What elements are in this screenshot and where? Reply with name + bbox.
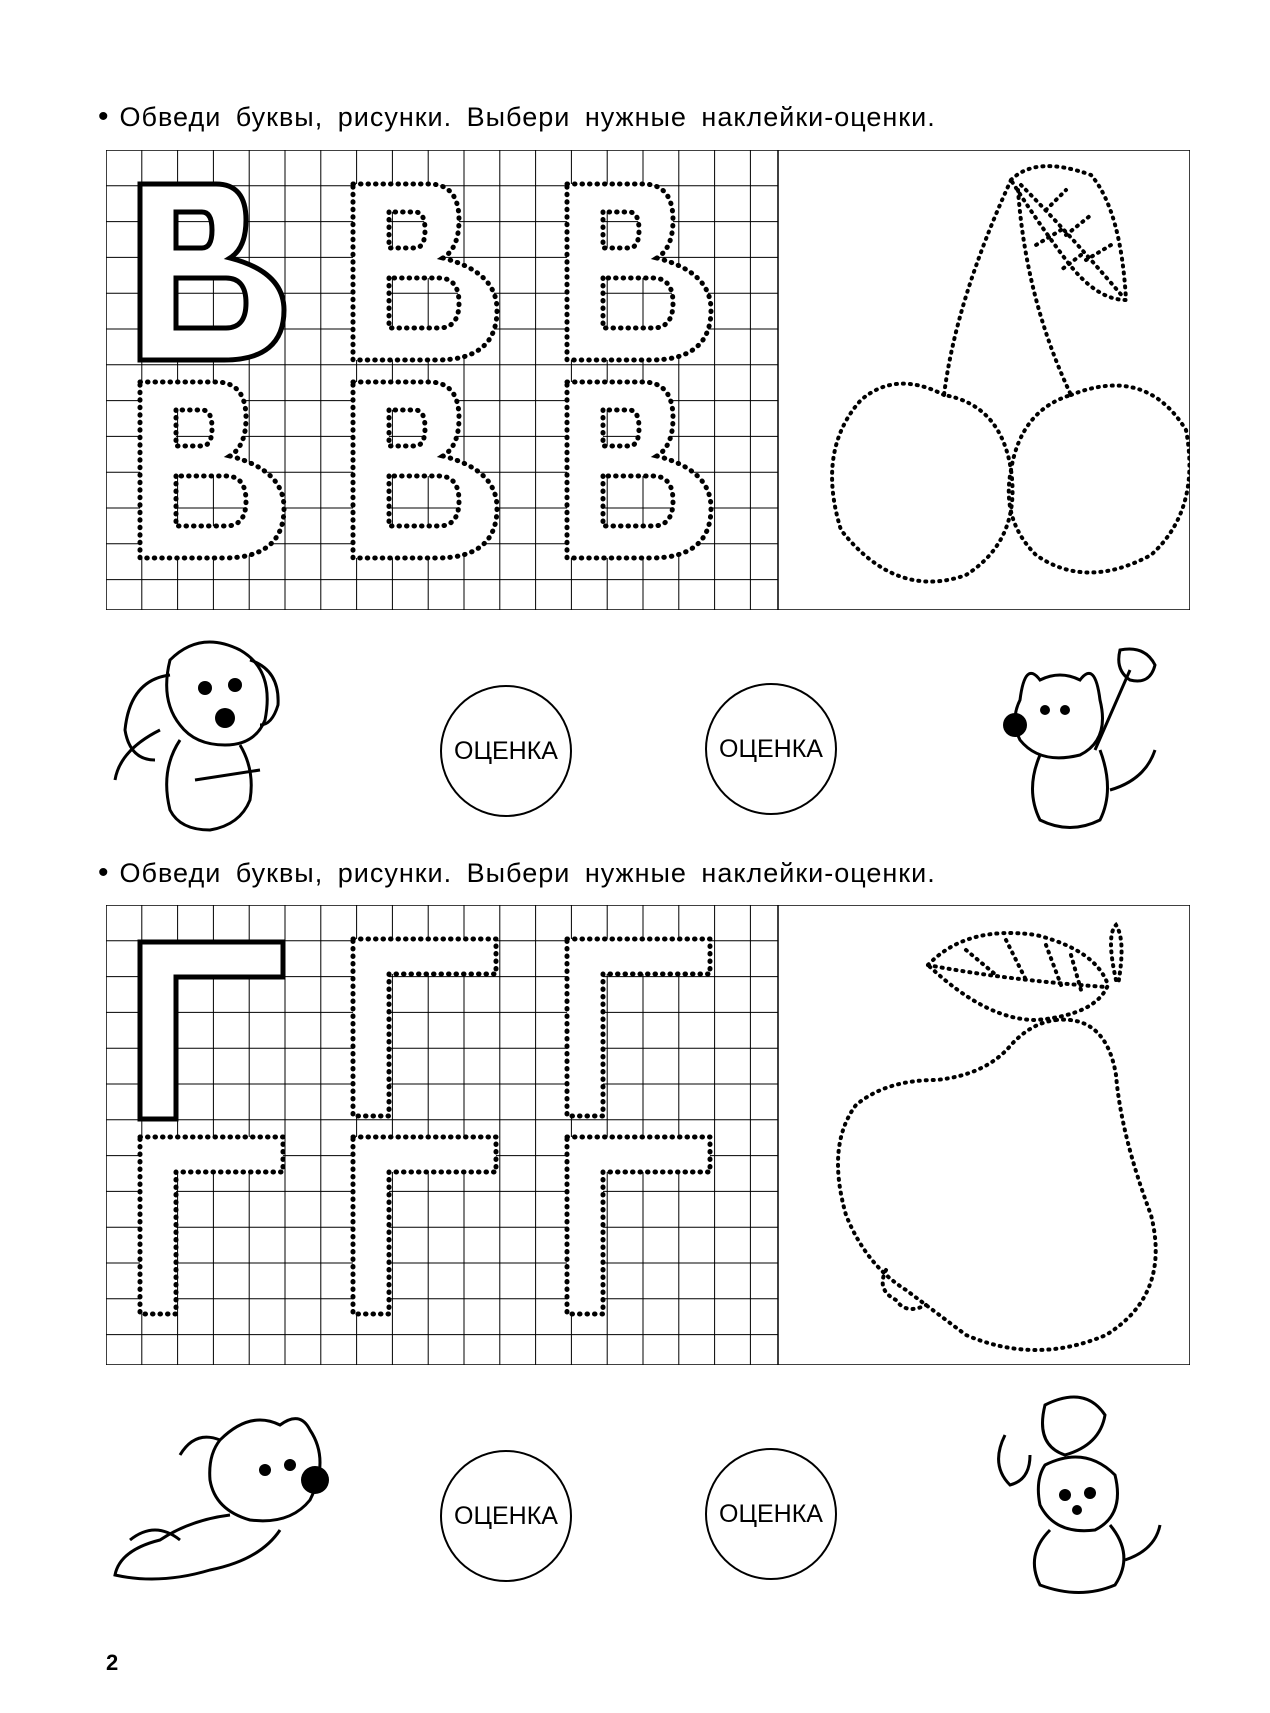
instruction-1 (98, 100, 936, 134)
letter-v-sample (140, 184, 284, 360)
dotted-letter-g[interactable] (353, 1137, 496, 1314)
pear-drawing[interactable] (838, 925, 1156, 1350)
puppy-lying-icon (100, 1400, 350, 1590)
grade-sticker-slot[interactable] (440, 1450, 572, 1582)
dotted-letter-g[interactable] (567, 939, 710, 1116)
dotted-letters-g[interactable] (140, 939, 710, 1314)
instruction-2 (98, 856, 936, 890)
grade-sticker-slot[interactable] (705, 683, 837, 815)
letter-g-sample (140, 942, 283, 1119)
grade-row-1 (0, 620, 1270, 850)
dotted-letter-v[interactable] (567, 382, 711, 558)
dotted-letter-v[interactable] (140, 382, 284, 558)
exercise-panel-letter-v (106, 150, 1190, 610)
tracing-sheet[interactable] (106, 150, 1190, 610)
bunny-icon (985, 1385, 1180, 1605)
dotted-letter-v[interactable] (353, 184, 497, 360)
exercise-panel-letter-g (106, 905, 1190, 1365)
puppy-icon (100, 630, 290, 840)
kitten-icon (980, 640, 1180, 840)
instruction-text: Обведи буквы, рисунки. Выбери нужные наклейки-оценки. (119, 102, 936, 132)
grade-row-2 (0, 1385, 1270, 1615)
instruction-text: Обведи буквы, рисунки. Выбери нужные наклейки-оценки. (119, 858, 936, 888)
grade-label: ОЦЕНКА (454, 736, 558, 765)
dotted-letter-v[interactable] (353, 382, 497, 558)
cherry-drawing[interactable] (832, 166, 1189, 581)
dotted-letter-g[interactable] (353, 939, 496, 1116)
dotted-letter-g[interactable] (567, 1137, 710, 1314)
dotted-letter-g[interactable] (140, 1137, 283, 1314)
grade-label: ОЦЕНКА (719, 734, 823, 763)
bullet-icon: • (98, 856, 110, 889)
page-number: 2 (106, 1650, 119, 1675)
grade-sticker-slot[interactable] (440, 685, 572, 817)
grade-label: ОЦЕНКА (719, 1499, 823, 1528)
tracing-sheet[interactable] (106, 905, 1190, 1365)
grade-label: ОЦЕНКА (454, 1501, 558, 1530)
grade-sticker-slot[interactable] (705, 1448, 837, 1580)
dotted-letter-v[interactable] (567, 184, 711, 360)
bullet-icon: • (98, 100, 110, 133)
